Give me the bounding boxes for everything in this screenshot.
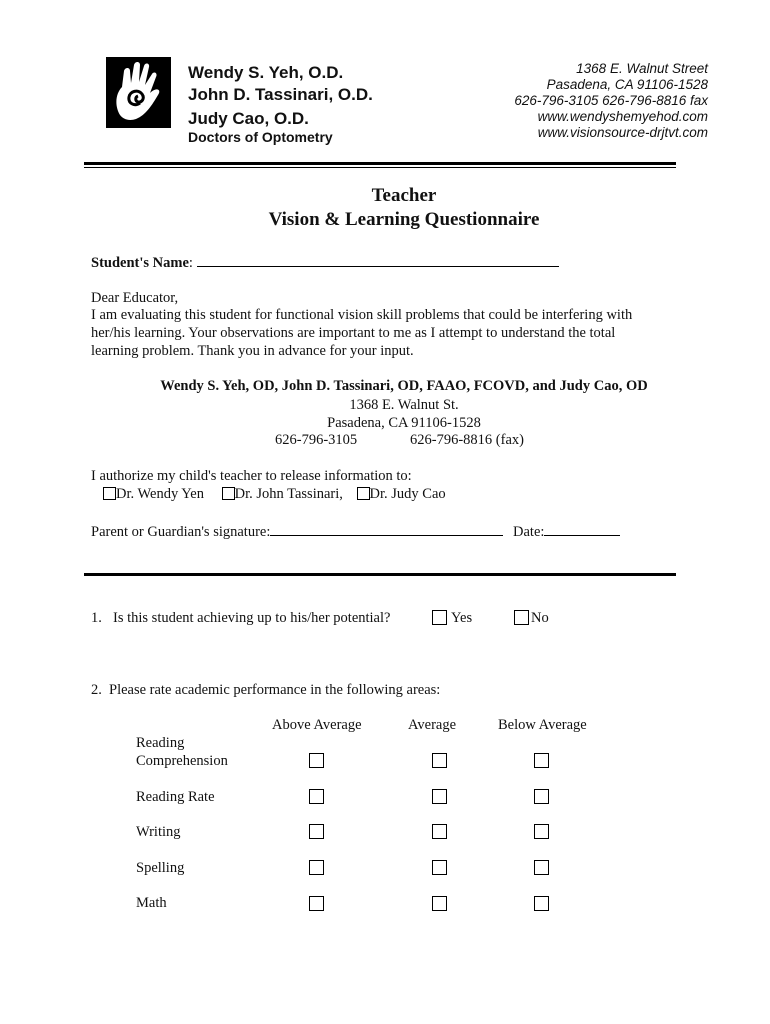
rating-checkbox[interactable] [432,789,447,804]
date-label: Date: [513,524,545,540]
rating-row-label: Writing [136,824,181,840]
authorize-checkbox[interactable] [103,487,116,500]
q1-no-checkbox[interactable] [514,610,529,625]
letter-greeting: Dear Educator, [91,290,179,306]
rating-checkbox[interactable] [309,753,324,768]
doctor-name: Wendy S. Yeh, O.D. [188,63,344,82]
letter-line: learning problem. Thank you in advance for your input. [91,343,414,359]
contact-city: Pasadena, CA 91106-1528 [327,415,481,431]
rating-checkbox[interactable] [534,753,549,768]
authorize-checkbox[interactable] [357,487,370,500]
student-name-row: Student's Name: [91,252,559,272]
rating-row-label: Math [136,895,167,911]
student-name-field[interactable] [197,252,559,267]
address-line: 626-796-3105 626-796-8816 fax [514,93,708,108]
date-field[interactable] [544,521,620,536]
rating-row-label: Spelling [136,860,185,876]
address-line: 1368 E. Walnut Street [576,61,708,76]
rating-checkbox[interactable] [432,824,447,839]
rating-checkbox[interactable] [534,789,549,804]
authorize-text: I authorize my child's teacher to release information to: [91,468,412,484]
doctor-name: Judy Cao, O.D. [188,109,309,128]
doctor-name: John D. Tassinari, O.D. [188,85,373,104]
signature-row [91,521,620,541]
q1-text: Is this student achieving up to his/her potential? [113,610,391,626]
rating-checkbox[interactable] [309,896,324,911]
column-header: Average [408,717,457,733]
letter-line: her/his learning. Your observations are important to me as I attempt to understand the total [91,325,616,341]
rating-checkbox[interactable] [432,860,447,875]
rating-row-label: Comprehension [136,753,228,769]
signature-field[interactable] [270,521,503,536]
header-divider [84,167,676,168]
header-divider [84,162,676,165]
rating-checkbox[interactable] [432,896,447,911]
page-title: Teacher [371,185,437,206]
q2-number: 2. [91,682,102,698]
signature-label: Parent or Guardian's signature: [91,524,271,540]
authorize-options [103,485,446,503]
page-title: Vision & Learning Questionnaire [268,209,540,230]
section-divider [84,573,676,576]
authorize-option-label: Dr. Judy Cao [369,486,446,502]
column-header: Above Average [272,717,362,733]
rating-checkbox[interactable] [534,896,549,911]
rating-row-label: Reading [136,735,185,751]
contact-fax: 626-796-8816 (fax) [410,432,524,448]
q1-number: 1. [91,610,102,626]
contact-street: 1368 E. Walnut St. [349,397,459,413]
contact-names: Wendy S. Yeh, OD, John D. Tassinari, OD, FAAO, FCOVD, and Judy Cao, OD [160,378,648,394]
rating-checkbox[interactable] [309,824,324,839]
rating-checkbox[interactable] [309,860,324,875]
q1-yes-label: Yes [451,610,473,626]
authorize-option-label: Dr. John Tassinari, [234,486,343,502]
address-line: Pasadena, CA 91106-1528 [546,77,708,92]
contact-phone: 626-796-3105 [275,432,358,448]
website-link[interactable]: www.visionsource-drjtvt.com [537,125,708,140]
website-link[interactable]: www.wendyshemyehod.com [537,109,708,124]
authorize-checkbox[interactable] [222,487,235,500]
rating-checkbox[interactable] [309,789,324,804]
q1-no-label: No [531,610,549,626]
practice-subtitle: Doctors of Optometry [188,129,333,145]
letter-line: I am evaluating this student for functional vision skill problems that could be interfering with [91,307,633,323]
hand-logo [106,57,171,128]
rating-checkbox[interactable] [534,860,549,875]
authorize-option-label: Dr. Wendy Yen [116,486,204,502]
rating-row-label: Reading Rate [136,789,215,805]
q1-yes-checkbox[interactable] [432,610,447,625]
rating-checkbox[interactable] [534,824,549,839]
column-header: Below Average [498,717,587,733]
rating-checkbox[interactable] [432,753,447,768]
q2-text: Please rate academic performance in the following areas: [109,682,441,698]
student-name-label: Student's Name [91,255,189,271]
